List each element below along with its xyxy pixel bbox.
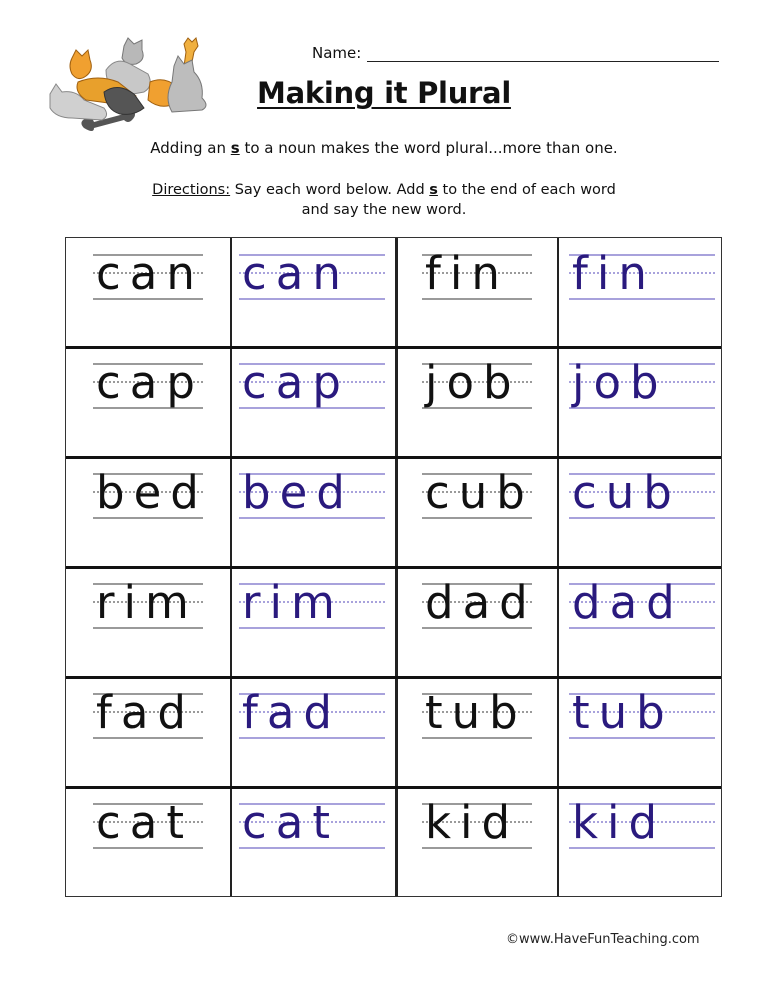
handwriting-cell — [422, 787, 532, 897]
trace-word: dad — [572, 576, 684, 629]
model-word: dad — [425, 576, 537, 629]
handwriting-cell — [93, 787, 203, 897]
handwriting-cell — [93, 457, 208, 567]
handwriting-cell — [422, 347, 532, 457]
page-title — [0, 76, 768, 110]
name-blank-line[interactable] — [367, 47, 719, 62]
page-title-text: Making it Plural — [257, 76, 511, 110]
trace-word: bed — [242, 466, 354, 519]
intro-text — [0, 139, 768, 157]
handwriting-cell — [93, 567, 203, 677]
trace-word: can — [242, 247, 350, 300]
name-label: Name: — [312, 44, 362, 62]
trace-word: cap — [242, 356, 350, 409]
handwriting-cell — [93, 677, 203, 787]
handwriting-cell[interactable] — [569, 457, 715, 567]
directions-letter-s: s — [429, 182, 438, 198]
model-word: rim — [96, 576, 198, 629]
directions-line2: and say the new word. — [301, 202, 467, 218]
trace-word: cat — [242, 796, 339, 849]
model-word: cap — [96, 356, 204, 409]
directions-text — [0, 180, 768, 220]
handwriting-cell[interactable] — [569, 787, 715, 897]
model-word: bed — [96, 466, 208, 519]
model-word: job — [425, 356, 521, 409]
directions-line1-after: to the end of each word — [437, 182, 616, 198]
handwriting-cell[interactable] — [569, 567, 715, 677]
directions-line1-before: Say each word below. Add — [230, 182, 430, 198]
intro-before: Adding an — [150, 139, 231, 157]
name-field[interactable] — [312, 44, 719, 62]
trace-word: fin — [572, 247, 656, 300]
handwriting-cell[interactable] — [569, 677, 715, 787]
trace-word: job — [572, 356, 668, 409]
model-word: tub — [425, 686, 527, 739]
handwriting-cell — [422, 238, 532, 348]
trace-word: cub — [572, 466, 681, 519]
handwriting-cell[interactable] — [239, 347, 385, 457]
trace-word: kid — [572, 796, 667, 849]
trace-word: fad — [242, 686, 341, 739]
model-word: fin — [425, 247, 509, 300]
handwriting-cell — [422, 457, 532, 567]
handwriting-cell[interactable] — [239, 457, 385, 567]
handwriting-cell[interactable] — [569, 238, 715, 348]
handwriting-cell[interactable] — [239, 238, 385, 348]
model-word: fad — [96, 686, 195, 739]
model-word: kid — [425, 796, 520, 849]
copyright-footer: ©www.HaveFunTeaching.com — [506, 932, 700, 947]
worksheet-table — [65, 237, 722, 897]
directions-label: Directions: — [152, 182, 231, 198]
intro-after: to a noun makes the word plural...more than one. — [239, 139, 618, 157]
intro-letter-s: s — [230, 139, 240, 157]
model-word: cub — [425, 466, 534, 519]
handwriting-cell[interactable] — [239, 567, 385, 677]
trace-word: rim — [242, 576, 344, 629]
handwriting-cell[interactable] — [239, 677, 385, 787]
handwriting-cell — [422, 677, 532, 787]
handwriting-cell — [93, 347, 203, 457]
model-word: can — [96, 247, 204, 300]
handwriting-cell[interactable] — [569, 347, 715, 457]
model-word: cat — [96, 796, 193, 849]
trace-word: tub — [572, 686, 674, 739]
handwriting-cell[interactable] — [239, 787, 385, 897]
handwriting-cell — [422, 567, 537, 677]
handwriting-cell — [93, 238, 203, 348]
